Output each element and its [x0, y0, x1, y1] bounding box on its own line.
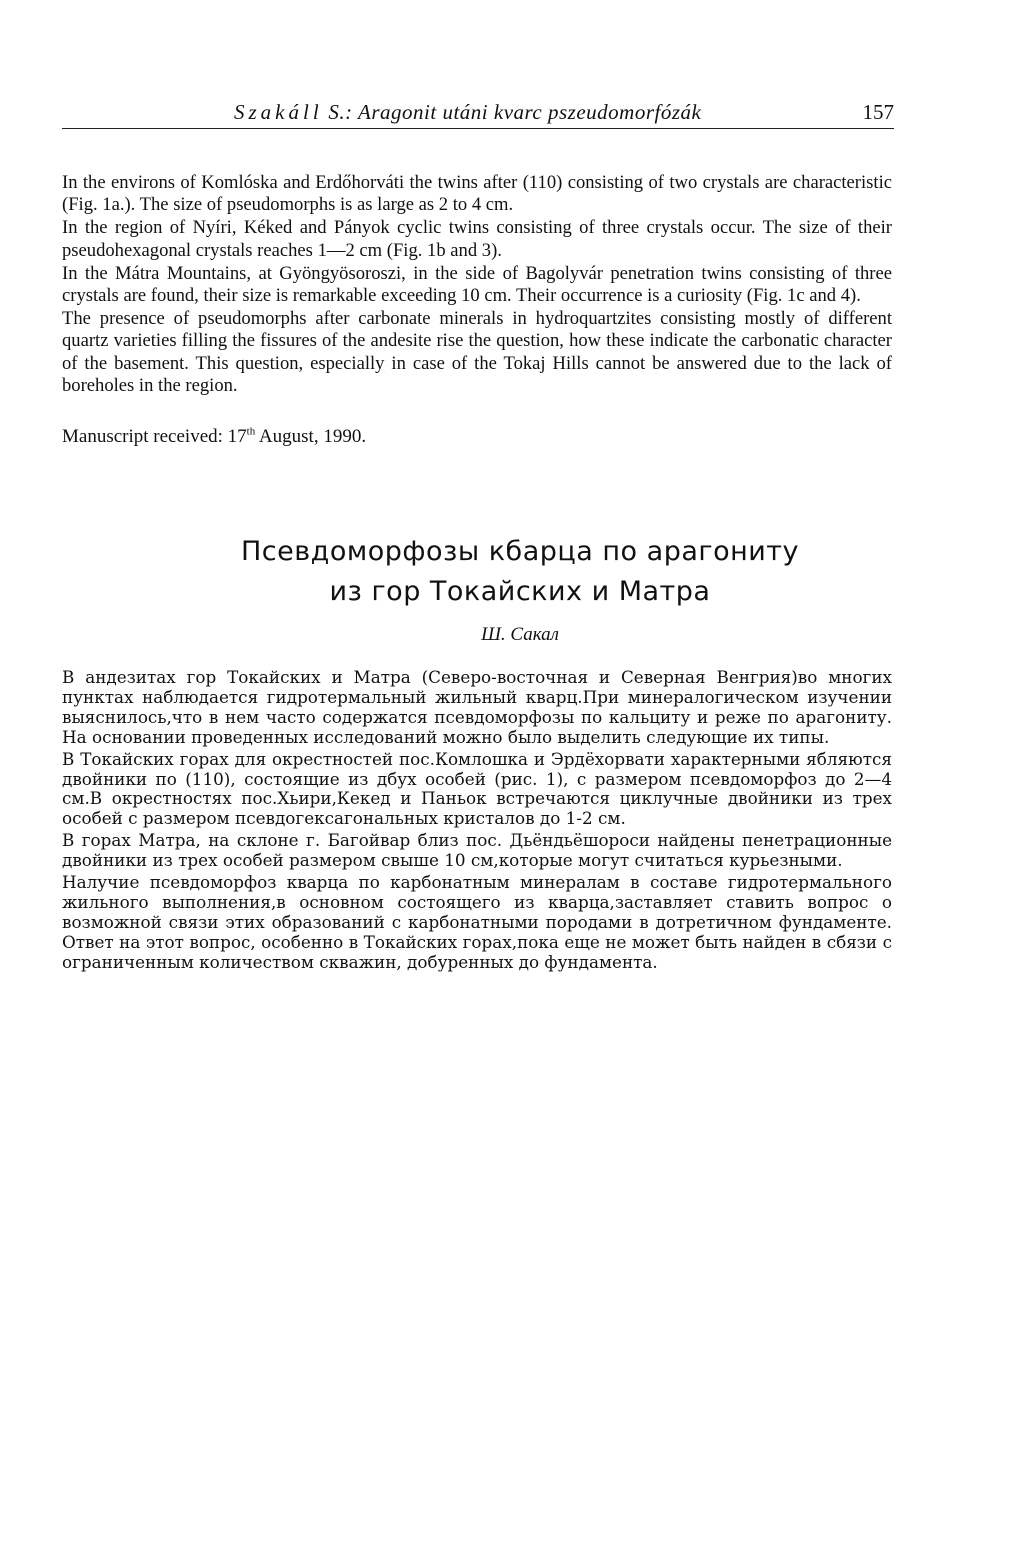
header-author-initial: S.: [328, 100, 346, 124]
russian-title-line-1: Псевдоморфозы кбарца по арагониту: [241, 536, 799, 567]
manuscript-received: [62, 426, 366, 448]
manuscript-ordinal: th: [246, 425, 256, 438]
russian-title-line-2: из гор Токайских и Матра: [329, 576, 711, 607]
manuscript-prefix: Manuscript received: 17: [62, 426, 247, 447]
header-author: Szakáll: [234, 100, 323, 124]
russian-paragraph-1: В андезитах гор Токайских и Матра (Северо-восточная и Северная Венгрия)во многих пунктах наблюдается гидротермальный жильный кварц.При минералогическом изучении выяснилось,что в нем часто содержатся псевдоморфозы по кальциту и реже по арагониту. На основании проведенных исследований можно было выделить следующие их типы.: [62, 667, 892, 747]
russian-author: Ш. Сакал: [481, 624, 559, 645]
header-title-line: Szakáll S.: Aragonit utáni kvarc pszeudomorfózák: [234, 100, 702, 124]
russian-paragraph-4: Налучие псевдоморфоз кварца по карбонатным минералам в составе гидротермального жильного выполнения,в основном состоящего из кварца,заставляет ставить вопрос о возможной связи этих образований с карбонатными породами в дотретичном фундаменте. Ответ на этот вопрос, особенно в Токайских горах,пока еще не может быть найден в сбязи с ограниченным количеством скважин, добуренных до фундамента.: [62, 872, 892, 972]
russian-title: [150, 532, 890, 612]
russian-text: [62, 668, 892, 973]
russian-paragraph-2: В Токайских горах для окрестностей пос.Комлошка и Эрдёхорвати характерными ябляются двойники по (110), состоящие из дбух особей (рис. 1), с размером псевдоморфоз до 2—4 см.В окрестностях пос.Хьири,Кекед и Паньок встречаются циклучные двойники из трех особей с размером псевдогексагональных кристалов до 1-2 см.: [62, 748, 892, 829]
russian-paragraph-3: В горах Матра, на склоне г. Багойвар близ пос. Дьёндьёшороси найдены пенетрационные двойники из трех особей размером свыше 10 см,которые могут считаться курьезными.: [62, 830, 892, 871]
page-number: 157: [862, 100, 894, 124]
english-text: [62, 172, 892, 397]
english-paragraph-2: In the region of Nyíri, Kéked and Pányok cyclic twins consisting of three crystals occur. The size of their pseudohexagonal crystals reaches 1—2 cm (Fig. 1b and 3).: [62, 217, 892, 261]
manuscript-suffix: August, 1990.: [255, 426, 367, 447]
english-paragraph-1: In the environs of Komlóska and Erdőhorváti the twins after (110) consisting of two crystals are characteristic (Fig. 1a.). The size of pseudomorphs is as large as 2 to 4 cm.: [62, 172, 892, 216]
running-header: [62, 100, 894, 129]
english-paragraph-4: The presence of pseudomorphs after carbonate minerals in hydroquartzites consisting mostly of different quartz varieties filling the fissures of the andesite rise the question, how these indicate the carbonatic character of the basement. This question, especially in case of the Tokaj Hills cannot be answered due to the lack of boreholes in the region.: [62, 308, 892, 396]
english-paragraph-3: In the Mátra Mountains, at Gyöngyösoroszi, in the side of Bagolyvár penetration twins consisting of three crystals are found, their size is remarkable exceeding 10 cm. Their occurrence is a curiosity (Fig. 1c and 4).: [62, 262, 892, 307]
header-title: Aragonit utáni kvarc pszeudomorfózák: [358, 100, 702, 124]
